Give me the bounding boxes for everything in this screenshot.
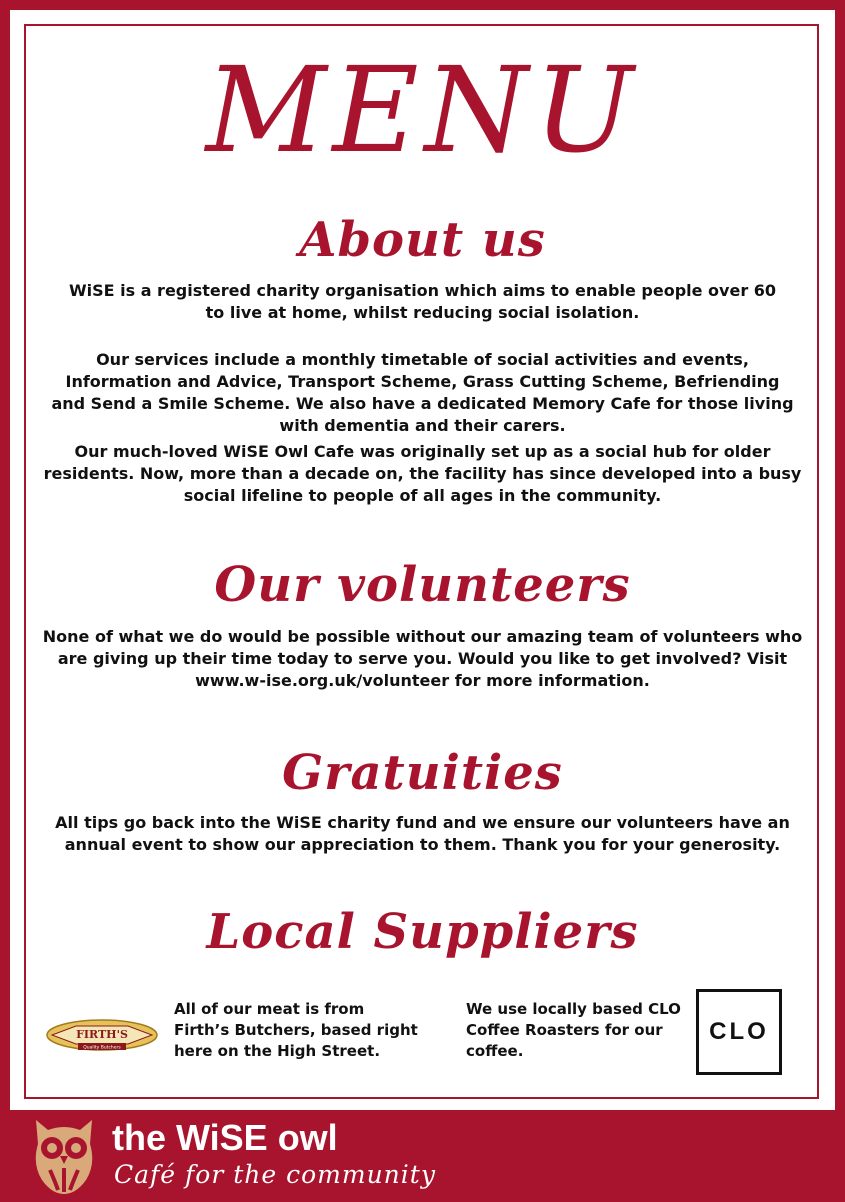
footer-tagline: Café for the community <box>114 1160 436 1189</box>
volunteers-paragraph: None of what we do would be possible without our amazing team of volunteers who are giving up their time today to serve you. Would you like to get involved? Visit www.w-ise.org.uk/volunteer for more information. <box>42 627 803 690</box>
about-heading: About us <box>299 212 546 268</box>
menu-title: MENU <box>205 41 640 179</box>
firths-butchers-logo <box>46 1016 158 1054</box>
suppliers-heading: Local Suppliers <box>206 904 639 960</box>
firths-logo-text: FIRTH'S <box>76 1028 128 1041</box>
about-paragraph-3: Our much-loved WiSE Owl Cafe was originally set up as a social hub for older residents. Now, more than a decade on, the facility has since developed into a busy social lifeline to people of all ages in the community. <box>43 442 802 505</box>
butcher-supplier-text: All of our meat is from Firth’s Butchers, based right here on the High Street. <box>174 1000 418 1060</box>
footer-brand: the WiSE owl <box>112 1117 338 1158</box>
volunteers-heading: Our volunteers <box>214 557 631 613</box>
gratuities-heading: Gratuities <box>282 745 563 801</box>
coffee-supplier-text: We use locally based CLO Coffee Roasters for our coffee. <box>466 1000 681 1060</box>
footer-banner <box>0 1110 845 1200</box>
about-paragraph-1: WiSE is a registered charity organisation which aims to enable people over 60 to live at home, whilst reducing social isolation. <box>68 281 777 322</box>
gratuities-paragraph: All tips go back into the WiSE charity fund and we ensure our volunteers have an annual event to show our appreciation to them. Thank you for your generosity. <box>55 813 790 854</box>
firths-logo-subtext: Quality Butchers <box>83 1045 121 1051</box>
about-paragraph-2: Our services include a monthly timetable of social activities and events, Information and Advice, Transport Scheme, Grass Cutting Scheme, Befriending and Send a Smile Scheme. We also have a dedicated Memory Cafe for those living with dementia and their carers. <box>51 350 794 435</box>
clo-coffee-logo: CLO <box>696 989 782 1075</box>
owl-logo-icon <box>28 1114 100 1198</box>
menu-page <box>10 10 835 1110</box>
